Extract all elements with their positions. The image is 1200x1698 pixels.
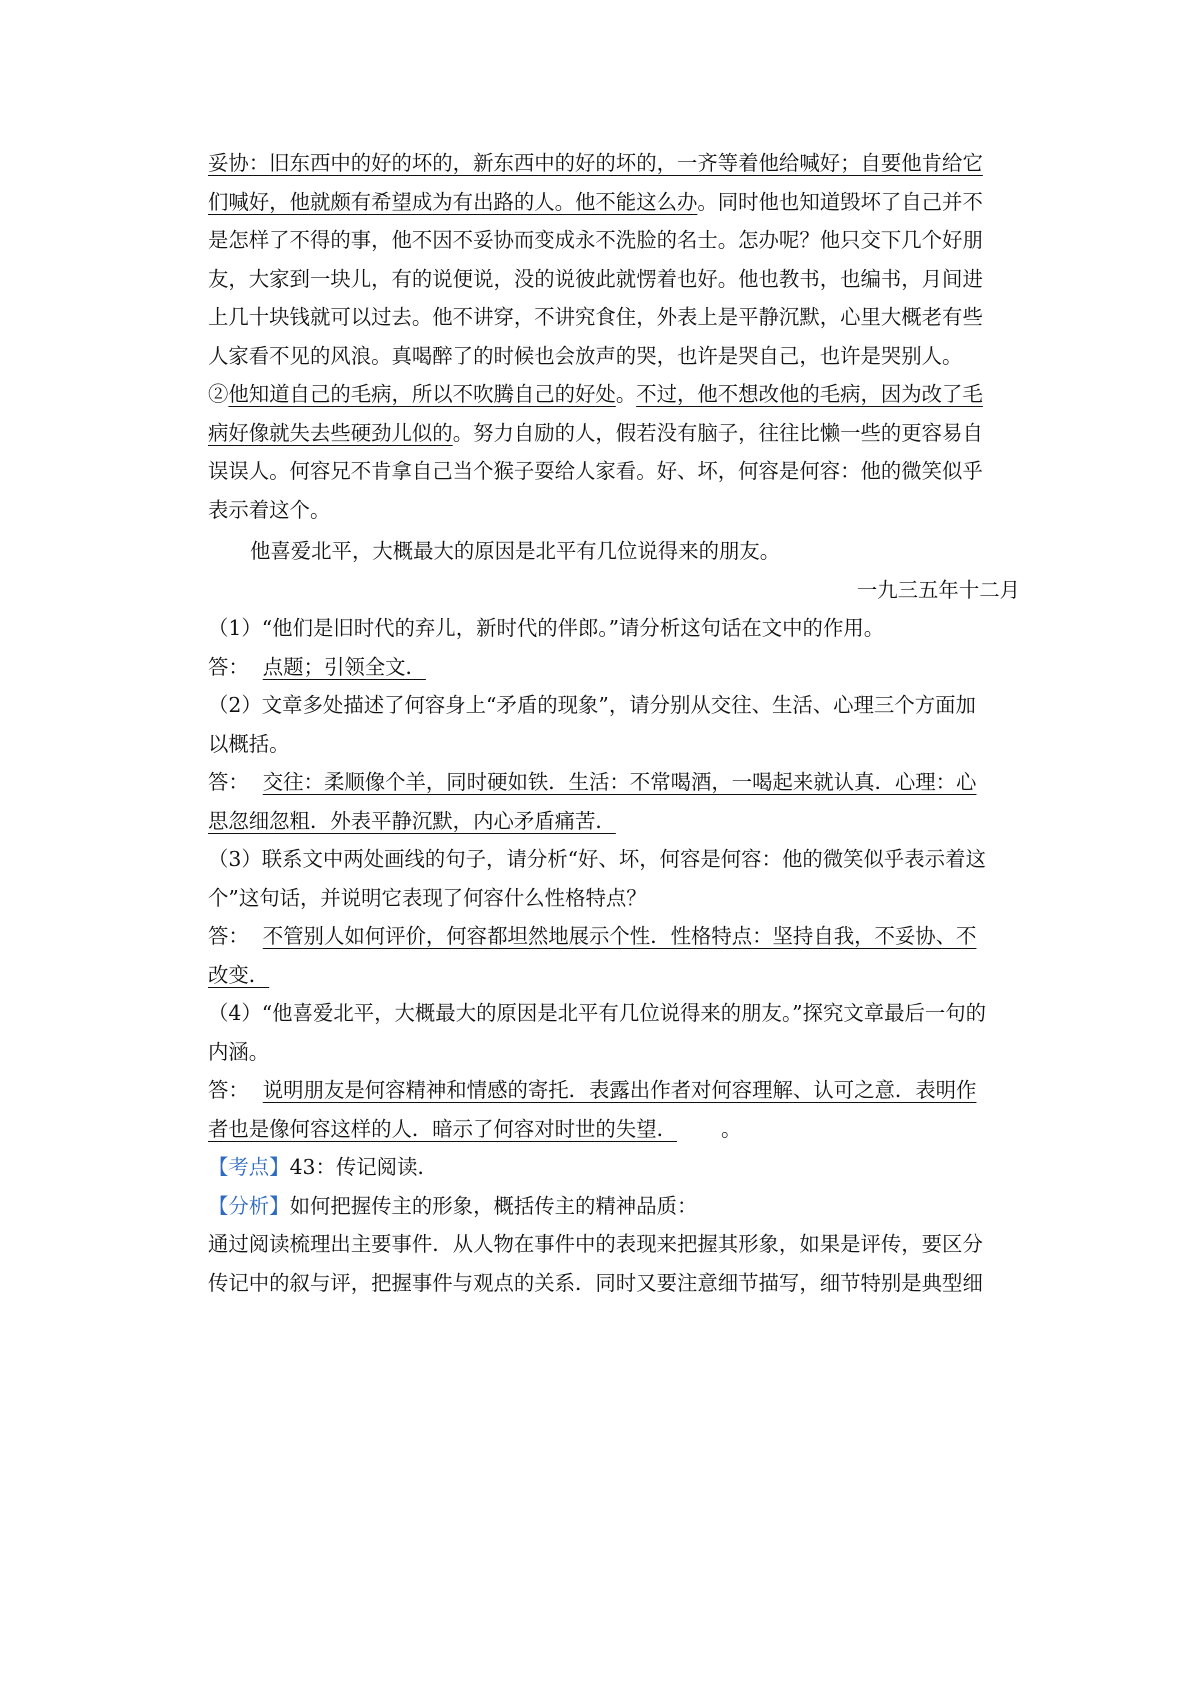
question-3-line-2: 个”这句话，并说明它表现了何容什么性格特点？ (208, 885, 647, 910)
kaodian-line (208, 1148, 1020, 1187)
underlined-sentence-1: 妥协：旧东西中的好的坏的，新东西中的好的坏的，一齐等着他给喊好；自要他肯给它 (208, 151, 983, 175)
passage-date: 一九三五年十二月 (856, 577, 1020, 602)
question-2-line-2: 以概括。 (208, 731, 290, 756)
kaodian-text: 43：传记阅读． (289, 1155, 438, 1179)
analysis-line-2: 传记中的叙与评，把握事件与观点的关系．同时又要注意细节描写，细节特别是典型细 (208, 1270, 983, 1295)
answer-1 (208, 648, 1020, 687)
passage-line-2 (208, 183, 1020, 222)
passage-line-5: 上几十块钱就可以过去。他不讲穿，不讲究食住，外表上是平静沉默，心里大概老有些 (208, 305, 983, 329)
answer-3-text-end: 改变． (208, 962, 270, 987)
fenxi-text: 如何把握传主的形象，概括传主的精神品质： (289, 1193, 698, 1218)
kaodian-tag: 【考点】 (208, 1155, 290, 1179)
passage-line-3: 是怎样了不得的事，他不因不妥协而变成永不洗脸的名士。怎办呢？他只交下几个好朋 (208, 228, 983, 252)
passage-text: 。同时他也知道毁坏了自己并不 (697, 189, 983, 214)
passage-closing-line: 他喜爱北平，大概最大的原因是北平有几位说得来的朋友。 (250, 539, 781, 563)
answer-2-text: 交往：柔顺像个羊，同时硬如铁．生活：不常喝酒，一喝起来就认真．心理：心 (262, 770, 977, 794)
passage-line-7 (208, 375, 1020, 414)
fenxi-tag: 【分析】 (208, 1193, 290, 1218)
answer-2-text-end: 思忽细忽粗．外表平静沉默，内心矛盾痛苦． (208, 808, 616, 833)
circled-number-2: ② (208, 382, 229, 406)
answer-3-line-2 (208, 956, 1020, 995)
answer-2-line-1 (208, 763, 1020, 802)
answer-label: 答： (208, 924, 249, 948)
passage-line-10: 表示着这个。 (208, 497, 331, 522)
answer-4-text: 说明朋友是何容精神和情感的寄托．表露出作者对何容理解、认可之意．表明作 (262, 1078, 977, 1102)
question-1: （1）“他们是旧时代的弃儿，新时代的伴郎。”请分析这句话在文中的作用。 (208, 616, 885, 640)
answer-label: 答： (208, 770, 249, 794)
document-page (208, 144, 1020, 1302)
question-4-line-1: （4）“他喜爱北平，大概最大的原因是北平有几位说得来的朋友。”探究文章最后一句的 (208, 1001, 987, 1025)
answer-3-text: 不管别人如何评价，何容都坦然地展示个性．性格特点：坚持自我，不妥协、不 (262, 924, 977, 948)
analysis-line-1: 通过阅读梳理出主要事件．从人物在事件中的表现来把握其形象，如果是评传，要区分 (208, 1232, 983, 1256)
question-3-line-1: （3）联系文中两处画线的句子，请分析“好、坏，何容是何容：他的微笑似乎表示着这 (208, 847, 986, 871)
passage-line-9: 误误人。何容兄不肯拿自己当个猴子耍给人家看。好、坏，何容是何容：他的微笑似乎 (208, 459, 983, 483)
passage-line-8 (208, 414, 1020, 453)
answer-1-text: 点题；引领全文． (262, 654, 426, 679)
answer-4-text-end: 者也是像何容这样的人．暗示了何容对时世的失望． (208, 1116, 677, 1141)
underlined-sentence-2: 他知道自己的毛病，所以不吹腾自己的好处 (228, 382, 616, 406)
passage-line-6: 人家看不见的风浪。真喝醉了的时候也会放声的哭，也许是哭自己，也许是哭别人。 (208, 343, 963, 368)
fenxi-line (208, 1187, 1020, 1226)
passage-line-4: 友，大家到一块儿，有的说便说，没的说彼此就愣着也好。他也教书，也编书，月间进 (208, 266, 983, 291)
underlined-sentence-3: 不过，他不想改他的毛病，因为改了毛 (636, 382, 983, 406)
answer-2-line-2 (208, 802, 1020, 841)
question-4-line-2: 内涵。 (208, 1039, 270, 1064)
passage-text: 。 (615, 382, 637, 406)
passage-line-1 (208, 144, 1020, 183)
answer-4-line-2 (208, 1110, 1020, 1149)
passage-text: 。努力自励的人，假若没有脑子，往往比懒一些的更容易自 (452, 420, 983, 445)
answer-4-line-1 (208, 1071, 1020, 1110)
underlined-sentence-3-end: 病好像就失去些硬劲儿似的 (208, 420, 453, 445)
question-2-line-1: （2）文章多处描述了何容身上“矛盾的现象”，请分别从交往、生活、心理三个方面加 (208, 693, 976, 717)
answer-label: 答： (208, 654, 249, 679)
answer-4-period: 。 (720, 1116, 742, 1141)
underlined-sentence-1-end: 们喊好，他就颇有希望成为有出路的人。他不能这么办 (208, 189, 698, 214)
answer-3-line-1 (208, 917, 1020, 956)
answer-label: 答： (208, 1078, 249, 1102)
